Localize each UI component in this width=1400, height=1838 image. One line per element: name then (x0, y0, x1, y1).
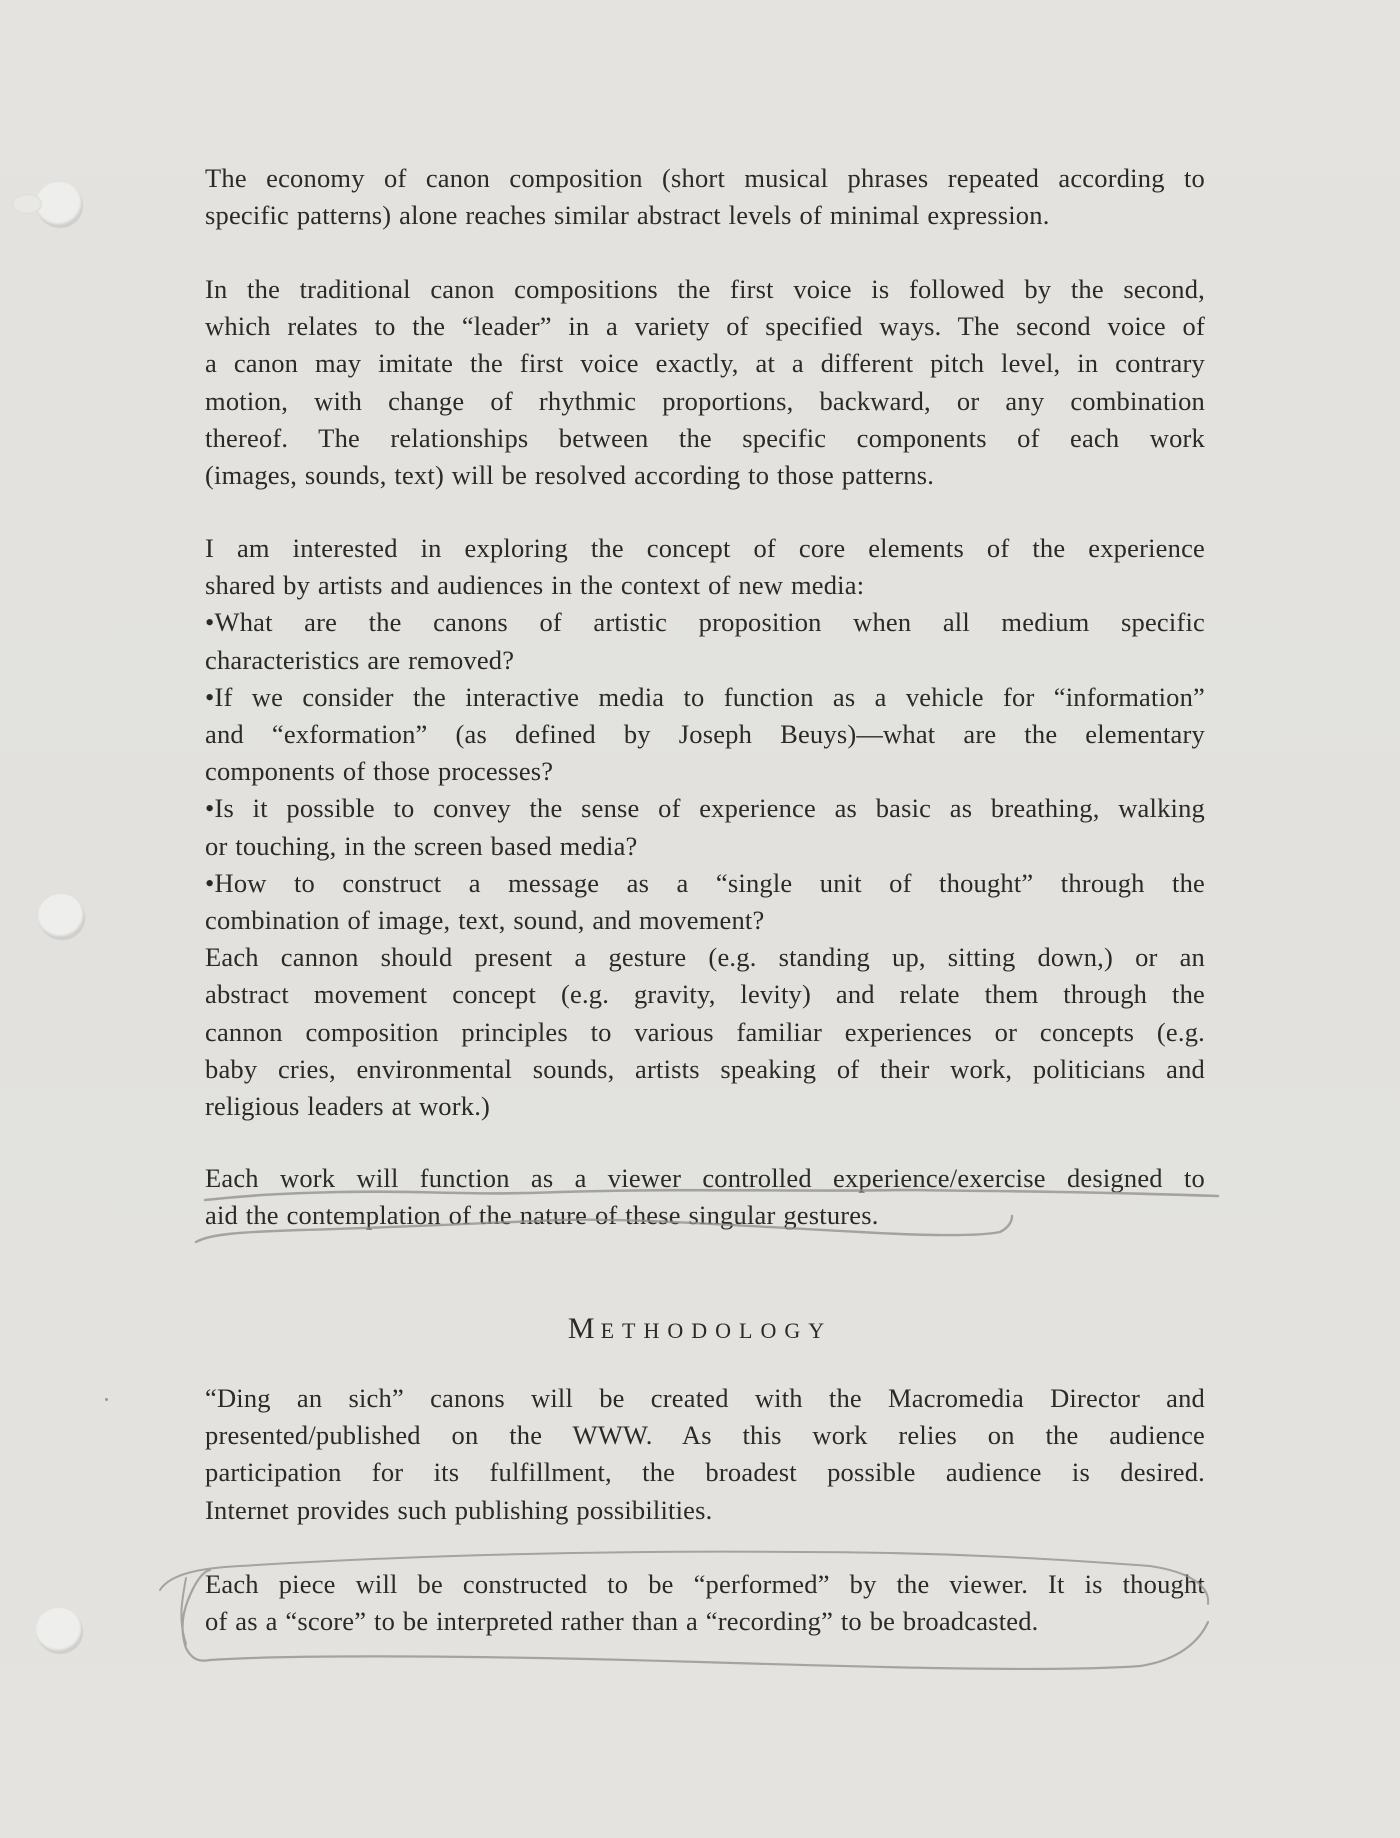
text-line: “Ding an sich” canons will be created with the Macromedia Director and (205, 1383, 1205, 1413)
bullet-question: •Is it possible to convey the sense of experience as basic as breathing, walking (205, 793, 1205, 824)
punch-hole-middle (38, 894, 84, 938)
bullet-question: •How to construct a message as a “single unit of thought” through the (205, 867, 1205, 898)
text-line: components of those processes? (205, 756, 554, 787)
punch-hole-bottom (36, 1608, 82, 1652)
bullet-question: •If we consider the interactive media to function as a vehicle for “information” (205, 681, 1205, 712)
text-line: thereof. The relationships between the specific components of each work (205, 422, 1205, 453)
text-line: which relates to the “leader” in a variety of specified ways. The second voice of (205, 311, 1205, 342)
text-line: Internet provides such publishing possibilities. (205, 1494, 713, 1525)
text-line: (images, sounds, text) will be resolved according to those patterns. (205, 460, 935, 491)
text-line: In the traditional canon compositions the first voice is followed by the second, (205, 274, 1205, 304)
text-line: of as a “score” to be interpreted rather than a “recording” to be broadcasted. (205, 1606, 1039, 1637)
text-line: Each cannon should present a gesture (e.g. standing up, sitting down,) or an (205, 942, 1205, 973)
text-line: The economy of canon composition (short musical phrases repeated according to (205, 163, 1205, 193)
text-line: a canon may imitate the first voice exactly, at a different pitch level, in contrary (205, 348, 1205, 379)
text-line: motion, with change of rhythmic proportions, backward, or any combination (205, 385, 1205, 416)
text-line: and “exformation” (as defined by Joseph Beuys)—what are the elementary (205, 719, 1205, 750)
bullet-question: •What are the canons of artistic proposition when all medium specific (205, 607, 1205, 638)
heading-rest: ETHODOLOGY (600, 1318, 833, 1343)
paragraph-performed-score (205, 1566, 1205, 1640)
text-line: baby cries, environmental sounds, artists speaking of their work, politicians and (205, 1053, 1205, 1084)
paper-speck (105, 1398, 108, 1401)
text-line: combination of image, text, sound, and movement? (205, 905, 765, 936)
heading-initial: M (567, 1312, 601, 1345)
section-heading-methodology (0, 1312, 1400, 1346)
pencil-stroke (181, 1578, 186, 1644)
text-line: abstract movement concept (e.g. gravity, levity) and relate them through the (205, 979, 1205, 1010)
text-line: aid the contemplation of the nature of these singular gestures. (205, 1200, 879, 1231)
paragraph-ding-an-sich (205, 1380, 1205, 1529)
paragraph-core-elements (205, 530, 1205, 1125)
text-line: characteristics are removed? (205, 644, 515, 675)
text-line: shared by artists and audiences in the context of new media: (205, 570, 865, 601)
paragraph-viewer-controlled (205, 1160, 1205, 1234)
text-line: or touching, in the screen based media? (205, 830, 638, 861)
text-line: cannon composition principles to various familiar experiences or concepts (e.g. (205, 1016, 1205, 1047)
text-line: Each piece will be constructed to be “performed” by the viewer. It is thought (205, 1569, 1205, 1599)
paragraph-canon-economy (205, 160, 1205, 234)
punch-hole-top (36, 182, 82, 226)
text-line: specific patterns) alone reaches similar abstract levels of minimal expression. (205, 200, 1050, 231)
text-line: Each work will function as a viewer controlled experience/exercise designed to (205, 1163, 1205, 1193)
text-line: religious leaders at work.) (205, 1091, 491, 1122)
text-line: I am interested in exploring the concept of core elements of the experience (205, 533, 1205, 563)
text-line: participation for its fulfillment, the broadest possible audience is desired. (205, 1457, 1205, 1488)
paragraph-traditional-canon (205, 271, 1205, 494)
text-line: presented/published on the WWW. As this work relies on the audience (205, 1420, 1205, 1451)
